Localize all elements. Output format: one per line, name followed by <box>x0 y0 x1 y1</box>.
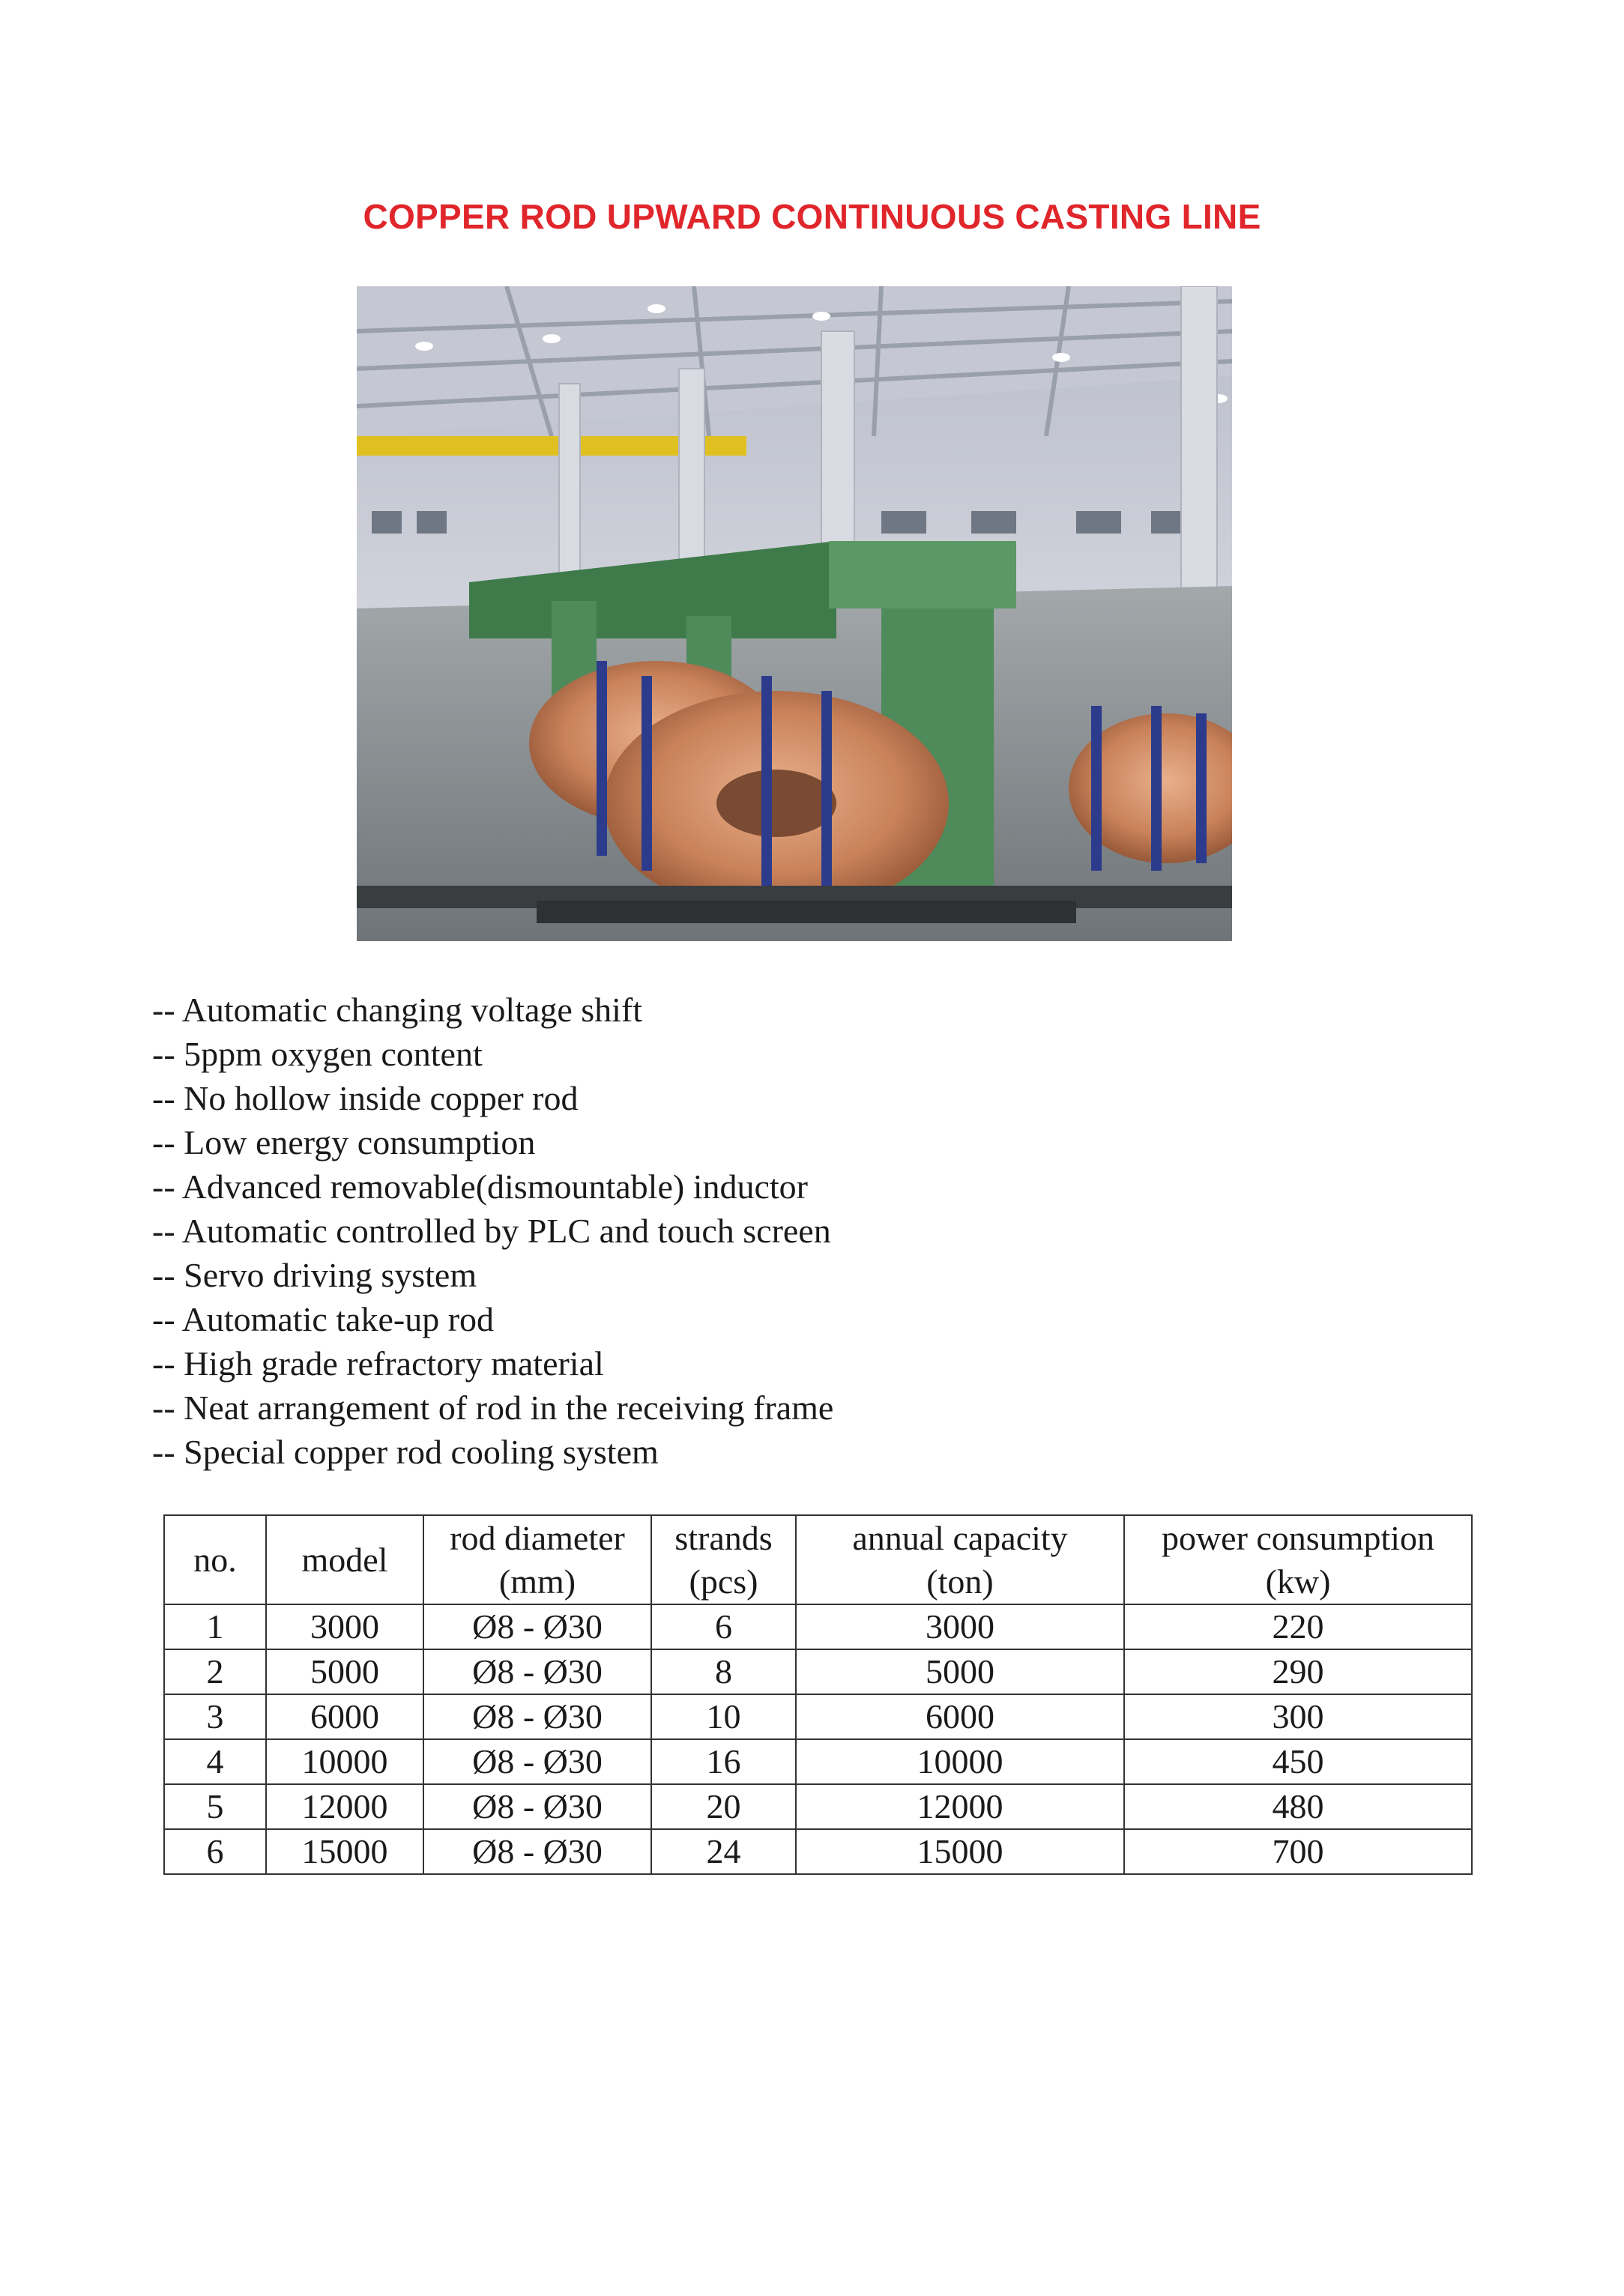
cell-power-consumption: 700 <box>1124 1829 1472 1874</box>
feature-item: -- Low energy consumption <box>152 1123 536 1161</box>
cell-no: 3 <box>164 1694 266 1739</box>
cell-rod-diameter: Ø8 - Ø30 <box>423 1739 651 1784</box>
cell-rod-diameter: Ø8 - Ø30 <box>423 1649 651 1694</box>
cell-rod-diameter: Ø8 - Ø30 <box>423 1694 651 1739</box>
feature-item: -- Special copper rod cooling system <box>152 1433 659 1471</box>
cell-power-consumption: 290 <box>1124 1649 1472 1694</box>
cell-power-consumption: 450 <box>1124 1739 1472 1784</box>
feature-item: -- 5ppm oxygen content <box>152 1035 483 1073</box>
feature-item: -- Automatic changing voltage shift <box>152 991 643 1029</box>
table-row <box>164 1694 1472 1739</box>
feature-item: -- Automatic take-up rod <box>152 1300 495 1338</box>
header-strands: strands (pcs) <box>651 1515 796 1604</box>
page-title: COPPER ROD UPWARD CONTINUOUS CASTING LINE <box>363 197 1261 236</box>
cell-rod-diameter: Ø8 - Ø30 <box>423 1604 651 1649</box>
cell-model: 6000 <box>266 1694 423 1739</box>
cell-annual-capacity: 10000 <box>796 1739 1124 1784</box>
cell-strands: 6 <box>651 1604 796 1649</box>
specs-table <box>163 1514 1473 1875</box>
cell-annual-capacity: 5000 <box>796 1649 1124 1694</box>
header-rod-diameter: rod diameter (mm) <box>423 1515 651 1604</box>
table-header-row <box>164 1515 1472 1604</box>
header-power-consumption: power consumption (kw) <box>1124 1515 1472 1604</box>
cell-no: 1 <box>164 1604 266 1649</box>
feature-item: -- No hollow inside copper rod <box>152 1079 579 1117</box>
feature-item: -- Neat arrangement of rod in the receiving frame <box>152 1389 834 1427</box>
table-row <box>164 1604 1472 1649</box>
feature-item: -- High grade refractory material <box>152 1344 604 1383</box>
cell-model: 10000 <box>266 1739 423 1784</box>
cell-rod-diameter: Ø8 - Ø30 <box>423 1784 651 1829</box>
table-row <box>164 1829 1472 1874</box>
table-row <box>164 1649 1472 1694</box>
cell-strands: 8 <box>651 1649 796 1694</box>
cell-power-consumption: 300 <box>1124 1694 1472 1739</box>
feature-item: -- Servo driving system <box>152 1256 477 1294</box>
cell-no: 2 <box>164 1649 266 1694</box>
cell-model: 12000 <box>266 1784 423 1829</box>
header-no: no. <box>164 1515 266 1604</box>
table-row <box>164 1784 1472 1829</box>
cell-strands: 24 <box>651 1829 796 1874</box>
cell-strands: 10 <box>651 1694 796 1739</box>
table-row <box>164 1739 1472 1784</box>
header-annual-capacity: annual capacity (ton) <box>796 1515 1124 1604</box>
cell-model: 3000 <box>266 1604 423 1649</box>
feature-list <box>152 988 833 1474</box>
feature-item: -- Advanced removable(dismountable) inductor <box>152 1167 808 1206</box>
cell-power-consumption: 220 <box>1124 1604 1472 1649</box>
cell-strands: 20 <box>651 1784 796 1829</box>
cell-annual-capacity: 12000 <box>796 1784 1124 1829</box>
cell-rod-diameter: Ø8 - Ø30 <box>423 1829 651 1874</box>
feature-item: -- Automatic controlled by PLC and touch screen <box>152 1212 831 1250</box>
cell-model: 5000 <box>266 1649 423 1694</box>
cell-strands: 16 <box>651 1739 796 1784</box>
cell-annual-capacity: 15000 <box>796 1829 1124 1874</box>
cell-no: 4 <box>164 1739 266 1784</box>
cell-no: 5 <box>164 1784 266 1829</box>
cell-power-consumption: 480 <box>1124 1784 1472 1829</box>
header-model: model <box>266 1515 423 1604</box>
cell-no: 6 <box>164 1829 266 1874</box>
cell-annual-capacity: 3000 <box>796 1604 1124 1649</box>
casting-line-photo <box>357 286 1232 941</box>
cell-annual-capacity: 6000 <box>796 1694 1124 1739</box>
cell-model: 15000 <box>266 1829 423 1874</box>
